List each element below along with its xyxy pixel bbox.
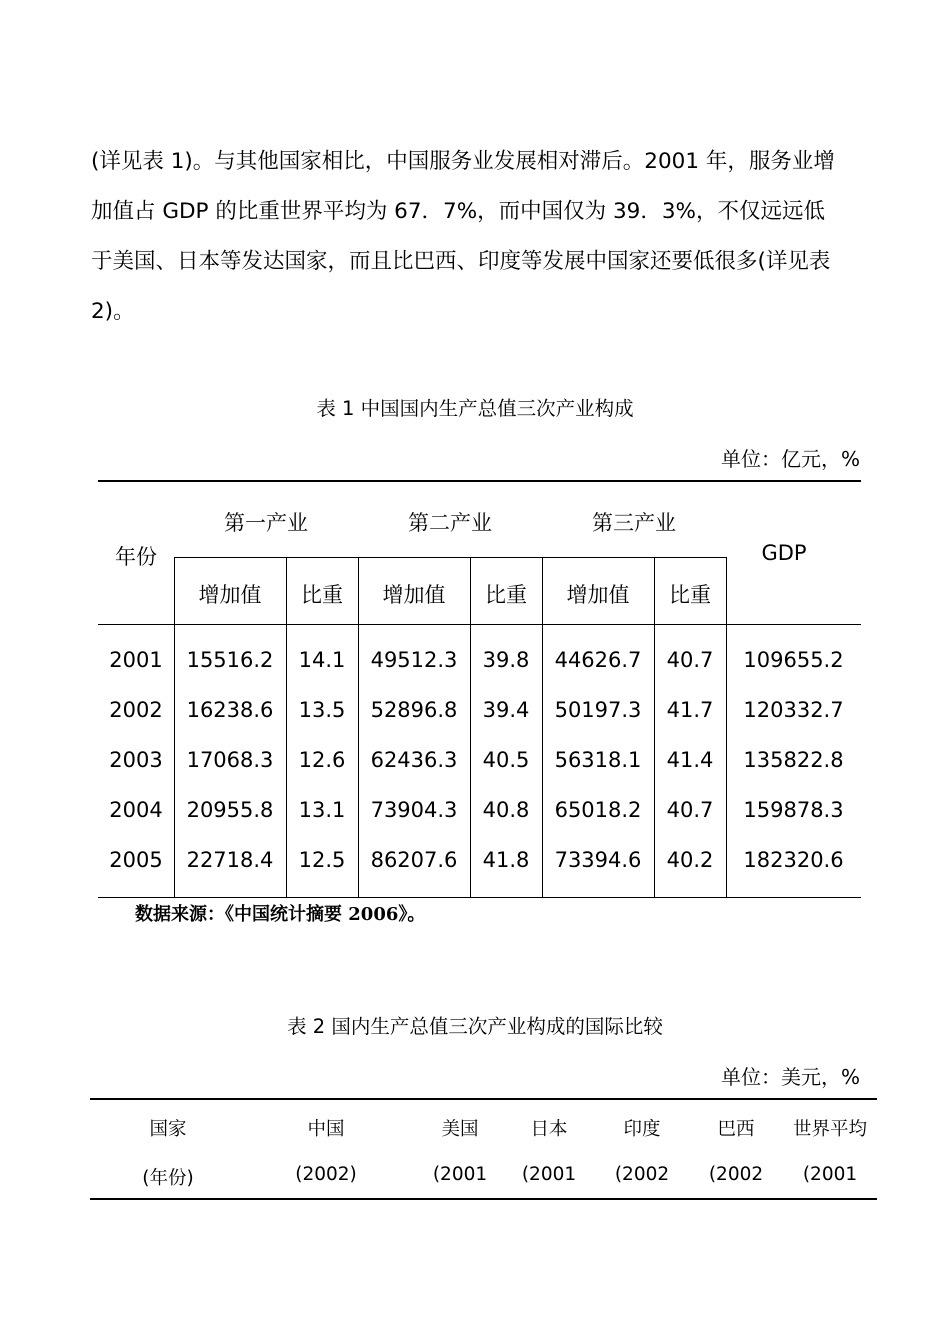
table1-value-cell: 40.2	[666, 848, 714, 872]
table1-year-cell: 2004	[109, 798, 163, 822]
table1-caption: 表 1 中国国内生产总值三次产业构成	[316, 397, 634, 420]
table2-country-cell: 国家	[149, 1119, 187, 1140]
table1-value-cell: 49512.3	[370, 648, 458, 672]
table1-value-cell: 86207.6	[370, 848, 458, 872]
header-tertiary-industry: 第三产业	[592, 511, 676, 535]
table1-value-cell: 15516.2	[186, 648, 274, 672]
table1-value-cell: 52896.8	[370, 698, 458, 722]
table2-country-cell: 印度	[623, 1119, 661, 1140]
table1-value-cell: 41.4	[666, 748, 714, 772]
header-added-value: 增加值	[566, 583, 630, 607]
table1-value-cell: 17068.3	[186, 748, 274, 772]
table1-value-cell: 22718.4	[186, 848, 274, 872]
table1-year-cell: 2002	[109, 698, 163, 722]
header-secondary-industry: 第二产业	[408, 511, 492, 535]
table2-bottom-rule	[90, 1198, 877, 1200]
table2-year-cell: (2002	[708, 1164, 764, 1185]
table1-value-cell: 13.5	[298, 698, 346, 722]
table2-year-cell: (2001	[521, 1164, 577, 1185]
table2-year-cell: (2001	[432, 1164, 488, 1185]
table1-value-cell: 20955.8	[186, 798, 274, 822]
table1-value-cell: 13.1	[298, 798, 346, 822]
table1-value-cell: 159878.3	[743, 798, 844, 822]
table1-value-cell: 120332.7	[743, 698, 844, 722]
table1-group-rule	[174, 557, 726, 558]
table1-value-cell: 109655.2	[743, 648, 844, 672]
table2-year-cell: (2002	[614, 1164, 670, 1185]
paragraph-line: (详见表 1)。与其他国家相比，中国服务业发展相对滞后。2001 年，服务业增	[91, 149, 835, 174]
table1-year-cell: 2001	[109, 648, 163, 672]
table1-value-cell: 56318.1	[554, 748, 642, 772]
header-share: 比重	[485, 583, 527, 607]
table2-caption: 表 2 国内生产总值三次产业构成的国际比较	[287, 1015, 663, 1038]
header-share: 比重	[301, 583, 343, 607]
table1-value-cell: 41.7	[666, 698, 714, 722]
header-year: 年份	[115, 545, 157, 569]
table1-header-rule	[98, 624, 861, 625]
paragraph-line: 于美国、日本等发达国家，而且比巴西、印度等发展中国家还要低很多(详见表	[91, 249, 831, 274]
table1-col-divider	[726, 557, 727, 897]
table2-unit: 单位：美元，%	[720, 1065, 860, 1089]
table2-country-cell: 中国	[307, 1119, 345, 1140]
table1-value-cell: 73394.6	[554, 848, 642, 872]
table1-value-cell: 40.5	[482, 748, 530, 772]
table1-value-cell: 50197.3	[554, 698, 642, 722]
paragraph-line: 加值占 GDP 的比重世界平均为 67．7%，而中国仅为 39．3%，不仅远远低	[91, 199, 825, 224]
table1-value-cell: 73904.3	[370, 798, 458, 822]
table1-value-cell: 135822.8	[743, 748, 844, 772]
header-primary-industry: 第一产业	[224, 511, 308, 535]
table1-value-cell: 12.5	[298, 848, 346, 872]
header-share: 比重	[669, 583, 711, 607]
table1-value-cell: 40.7	[666, 648, 714, 672]
table1-year-cell: 2003	[109, 748, 163, 772]
table2-year-cell: (2001	[802, 1164, 858, 1185]
table1-value-cell: 62436.3	[370, 748, 458, 772]
table2-country-cell: 世界平均	[792, 1119, 867, 1140]
header-gdp: GDP	[761, 541, 807, 565]
table1-source-note: 数据来源：《中国统计摘要 2006》。	[135, 904, 426, 925]
table1-year-cell: 2005	[109, 848, 163, 872]
table1-value-cell: 39.8	[482, 648, 530, 672]
table2-year-cell: (2002)	[295, 1164, 357, 1185]
paragraph-line: 2)。	[91, 299, 135, 324]
table2-country-cell: 美国	[441, 1119, 479, 1140]
table1-value-cell: 41.8	[482, 848, 530, 872]
table1-value-cell: 40.7	[666, 798, 714, 822]
table1-top-rule	[98, 480, 861, 482]
table1-value-cell: 65018.2	[554, 798, 642, 822]
table2-year-cell: (年份)	[142, 1168, 194, 1189]
table1-value-cell: 39.4	[482, 698, 530, 722]
table2-country-cell: 日本	[530, 1119, 568, 1140]
header-added-value: 增加值	[382, 583, 446, 607]
table1-value-cell: 182320.6	[743, 848, 844, 872]
table1-value-cell: 12.6	[298, 748, 346, 772]
header-added-value: 增加值	[198, 583, 262, 607]
table1-value-cell: 44626.7	[554, 648, 642, 672]
table2-country-cell: 巴西	[717, 1119, 755, 1140]
table1-value-cell: 14.1	[298, 648, 346, 672]
table1-value-cell: 16238.6	[186, 698, 274, 722]
table1-bottom-rule	[98, 897, 861, 898]
table1-unit: 单位：亿元，%	[720, 447, 860, 471]
table2-top-rule	[90, 1098, 877, 1100]
table1-value-cell: 40.8	[482, 798, 530, 822]
